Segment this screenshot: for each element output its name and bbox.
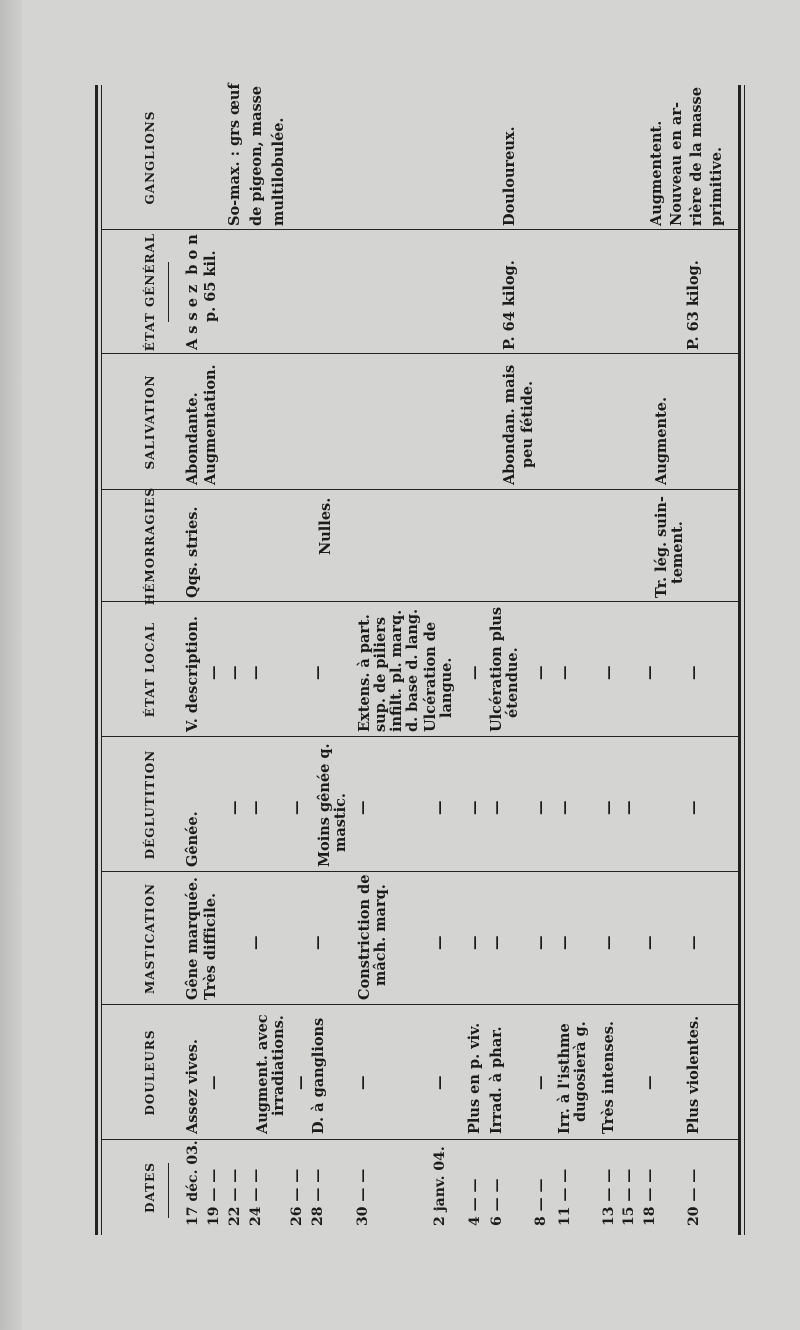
etat-local-cell: sup. de piliers <box>372 616 389 732</box>
date-cell: 30 — — <box>355 1168 371 1226</box>
date-cell: 26 — — <box>289 1168 305 1226</box>
salivation-cell: Augmentation. <box>202 364 219 485</box>
douleurs-cell: Très intenses. <box>600 1021 617 1134</box>
mastication-cell: — <box>641 935 658 950</box>
etat-general-cell: A s s e z b o n <box>184 234 201 350</box>
hemorragies-cell: Tr. lég. suin- <box>653 496 670 598</box>
douleurs-cell: — <box>641 1075 658 1090</box>
date-cell: 19 — — <box>206 1168 222 1226</box>
header-hemorragies: HÉMORRAGIES <box>143 486 157 606</box>
header-douleurs: DOULEURS <box>143 1029 157 1116</box>
header-ganglions: GANGLIONS <box>143 110 157 205</box>
mastication-cell: mâch. marq. <box>372 884 389 986</box>
ganglions-cell: So-max. : grs œuf <box>226 83 243 226</box>
column-divider <box>101 353 738 354</box>
column-divider <box>101 229 738 230</box>
etat-local-cell: Ulcération plus <box>488 606 505 732</box>
etat-local-cell: — <box>532 665 549 680</box>
salivation-cell: Abondante. <box>184 392 201 485</box>
column-divider <box>101 601 738 602</box>
date-cell: 15 — — <box>621 1168 637 1226</box>
mastication-cell: — <box>431 935 448 950</box>
douleurs-cell: D. à ganglions <box>310 1017 327 1134</box>
deglutition-cell: — <box>532 800 549 815</box>
ganglions-cell: rière de la masse <box>688 87 705 226</box>
etat-local-cell: — <box>247 665 264 680</box>
salivation-cell: peu fétide. <box>519 380 536 468</box>
etat-general-cell: P. 63 kilog. <box>685 260 702 350</box>
etat-local-cell: — <box>226 665 243 680</box>
etat-general-cell: p. 65 kil. <box>202 250 219 322</box>
header-underline <box>168 262 169 322</box>
hemorragies-cell: tement. <box>669 521 686 584</box>
date-cell: 4 — — <box>467 1178 483 1226</box>
date-cell: 20 — — <box>686 1168 702 1226</box>
header-mastication: MASTICATION <box>143 883 157 994</box>
douleurs-cell: Augment. avec <box>254 1014 271 1134</box>
table-bottom-rule <box>738 85 741 1235</box>
deglutition-cell: — <box>685 800 702 815</box>
etat-general-cell: P. 64 kilog. <box>501 260 518 350</box>
etat-local-cell: — <box>600 665 617 680</box>
deglutition-cell: mastic. <box>332 793 349 852</box>
deglutition-cell: Moins gênée q. <box>316 743 333 867</box>
etat-local-cell: — <box>641 665 658 680</box>
douleurs-cell: Irr. à l'isthme <box>556 1023 573 1134</box>
date-cell: 28 — — <box>310 1168 326 1226</box>
column-divider <box>101 489 738 490</box>
deglutition-cell: — <box>288 800 305 815</box>
date-cell: 18 — — <box>642 1168 658 1226</box>
mastication-cell: — <box>488 935 505 950</box>
table-bottom-rule-thin <box>744 85 745 1235</box>
douleurs-cell: Plus violentes. <box>685 1015 702 1134</box>
salivation-cell: Augmente. <box>653 396 670 485</box>
ganglions-cell: multilobulée. <box>270 117 287 226</box>
deglutition-cell: — <box>354 800 371 815</box>
ganglions-cell: de pigeon, masse <box>248 85 265 226</box>
ganglions-cell: Nouveau en ar- <box>668 102 685 226</box>
header-salivation: SALIVATION <box>143 374 157 470</box>
mastication-cell: Gêne marquée. <box>184 877 201 1000</box>
column-divider <box>101 871 738 872</box>
mastication-cell: — <box>600 935 617 950</box>
date-cell: 17 déc. 03. <box>185 1140 201 1226</box>
mastication-cell: — <box>247 935 264 950</box>
ganglions-cell: Augmentent. <box>648 120 665 226</box>
date-cell: 8 — — <box>533 1178 549 1226</box>
mastication-cell: — <box>309 935 326 950</box>
etat-local-cell: — <box>685 665 702 680</box>
header-dates: DATES <box>143 1162 157 1213</box>
ganglions-cell: primitive. <box>708 146 725 226</box>
deglutition-cell: — <box>247 800 264 815</box>
etat-local-cell: Ulcération de <box>422 621 439 732</box>
header-deglutition: DÉGLUTITION <box>143 749 157 860</box>
etat-local-cell: V. description. <box>184 616 201 732</box>
deglutition-cell: — <box>600 800 617 815</box>
douleurs-cell: dugosierà g. <box>572 1021 589 1122</box>
deglutition-cell: — <box>431 800 448 815</box>
mastication-cell: — <box>685 935 702 950</box>
douleurs-cell: — <box>532 1075 549 1090</box>
table-top-rule-thin <box>101 85 102 1235</box>
table-top-rule <box>95 85 98 1235</box>
douleurs-cell: Plus en p. viv. <box>466 1022 483 1134</box>
douleurs-cell: Assez vives. <box>184 1039 201 1134</box>
header-etat-general: ÉTAT GÉNÉRAL <box>143 232 157 352</box>
deglutition-cell: — <box>556 800 573 815</box>
deglutition-cell: Gênée. <box>184 811 201 867</box>
etat-local-cell: étendue. <box>504 647 521 718</box>
date-cell: 22 — — <box>227 1168 243 1226</box>
header-underline <box>168 1163 169 1218</box>
mastication-cell: Constriction de <box>356 874 373 1000</box>
hemorragies-cell: Nulles. <box>317 497 334 555</box>
douleurs-cell: — <box>205 1075 222 1090</box>
date-cell: 24 — — <box>248 1168 264 1226</box>
ganglions-cell: Douloureux. <box>501 126 518 226</box>
date-cell: 2 janv. 04. <box>432 1146 448 1226</box>
douleurs-cell: irradiations. <box>270 1015 287 1116</box>
mastication-cell: — <box>532 935 549 950</box>
etat-local-cell: langue. <box>438 657 455 718</box>
deglutition-cell: — <box>488 800 505 815</box>
douleurs-cell: — <box>292 1075 309 1090</box>
column-divider <box>101 736 738 737</box>
etat-local-cell: — <box>556 665 573 680</box>
mastication-cell: Très difficile. <box>202 893 219 1000</box>
douleurs-cell: Irrad. à phar. <box>488 1026 505 1134</box>
salivation-cell: Abondan. mais <box>501 364 518 485</box>
header-etat-local: ÉTAT LOCAL <box>143 621 157 718</box>
mastication-cell: — <box>466 935 483 950</box>
etat-local-cell: — <box>466 665 483 680</box>
date-cell: 13 — — <box>601 1168 617 1226</box>
etat-local-cell: infilt. pl. marq. <box>388 609 405 732</box>
etat-local-cell: — <box>205 665 222 680</box>
mastication-cell: — <box>556 935 573 950</box>
etat-local-cell: — <box>309 665 326 680</box>
date-cell: 6 — — <box>489 1178 505 1226</box>
etat-local-cell: d. base d. lang. <box>404 608 421 732</box>
deglutition-cell: — <box>466 800 483 815</box>
douleurs-cell: — <box>431 1075 448 1090</box>
etat-local-cell: Extens. à part. <box>356 614 373 732</box>
deglutition-cell: — <box>620 800 637 815</box>
deglutition-cell: — <box>226 800 243 815</box>
hemorragies-cell: Qqs. stries. <box>184 506 201 598</box>
date-cell: 11 — — <box>557 1168 573 1226</box>
douleurs-cell: — <box>354 1075 371 1090</box>
column-divider <box>101 1004 738 1005</box>
